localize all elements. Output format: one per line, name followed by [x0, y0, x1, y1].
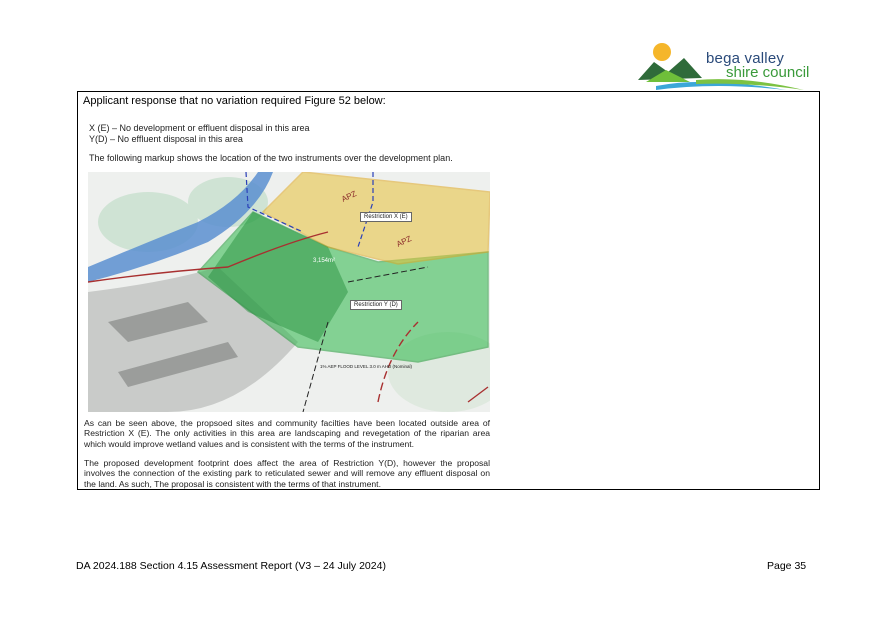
restriction-x-map-label: Restriction X (E)	[360, 212, 412, 222]
restriction-x-text: X (E) – No development or effluent disposal in this area	[89, 123, 310, 133]
apz-label-2: APZ	[395, 234, 413, 249]
area-label: 3,154m²	[313, 258, 336, 264]
restriction-y-map-label: Restriction Y (D)	[350, 300, 402, 310]
site-plan-map	[88, 172, 490, 412]
apz-label-1: APZ	[340, 189, 358, 204]
logo-line2: shire council	[726, 64, 810, 81]
intro-text: Applicant response that no variation required Figure 52 below:	[83, 95, 386, 107]
footer-report: DA 2024.188 Section 4.15 Assessment Report (V3 – 24 July 2024)	[76, 560, 386, 572]
paragraph-2: The proposed development footprint does affect the area of Restriction Y(D), however the proposal involves the connection of the existing park to reticulated sewer and will remove any effluent disposal on the land. As such, The proposal is consistent with the terms of that instrument.	[84, 458, 490, 489]
page-number: Page 35	[767, 560, 807, 572]
restriction-y-text: Y(D) – No effluent disposal in this area	[89, 134, 243, 144]
flood-label: 1% AEP FLOOD LEVEL 3.0 m AHD (Nominal)	[320, 364, 413, 369]
paragraph-1: As can be seen above, the propsoed sites and community facilties have been located outside area of Restriction X (E). The only activities in this area are landscaping and revegetation of the riparian area which would improve wetland values and is consistent with the terms of the instrument.	[84, 418, 490, 449]
markup-note: The following markup shows the location of the two instruments over the development plan.	[89, 153, 453, 163]
restriction-legend	[89, 123, 309, 145]
logo-line1: bega valley	[706, 50, 785, 67]
